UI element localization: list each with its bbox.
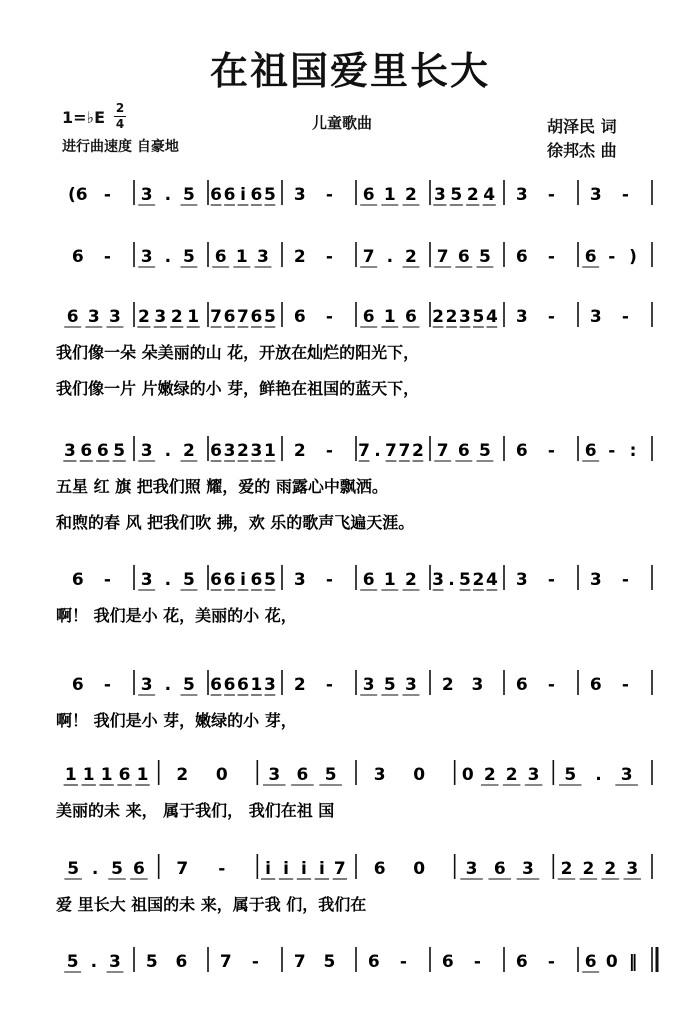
note-digit: 5 xyxy=(263,185,276,205)
note-digit: 6 xyxy=(515,952,528,972)
lyric-line: 爱 里长大 祖国的未 来，属于我 们，我们在 xyxy=(56,895,367,914)
note-digit: i xyxy=(240,570,246,590)
note-digit: . xyxy=(164,185,172,205)
note-digit: - xyxy=(621,307,629,327)
note-digit: 7 xyxy=(237,307,249,327)
note-digit: 3 xyxy=(589,307,602,327)
note-digit: 5 xyxy=(564,765,577,785)
note-digit: 6 xyxy=(589,675,602,695)
note-digit: - xyxy=(251,952,259,972)
note-digit: 2 xyxy=(445,307,458,327)
note-digit: ) xyxy=(629,247,637,267)
note-digit: 7 xyxy=(176,859,189,879)
note-digit: 2 xyxy=(432,307,444,327)
note-digit: 7 xyxy=(358,441,370,461)
note-digit: 6 xyxy=(66,307,79,327)
note-digit: 6 xyxy=(457,441,470,461)
note-digit: 2 xyxy=(176,765,189,785)
note-digit: 3 xyxy=(405,675,417,695)
note-digit: 5 xyxy=(67,859,80,879)
note-digit: 3 xyxy=(223,441,236,461)
note-digit: 3 xyxy=(268,765,281,785)
note-digit: 1 xyxy=(250,675,263,695)
note-digit: 3 xyxy=(250,441,263,461)
key-signature: 1=♭E xyxy=(62,108,106,127)
note-digit: : xyxy=(629,441,637,461)
note-digit: 5 xyxy=(183,675,195,695)
note-digit: 5 xyxy=(183,247,195,267)
tempo-marking: 进行曲速度 自豪地 xyxy=(62,139,179,155)
note-digit: 5 xyxy=(111,859,123,879)
note-digit: 1 xyxy=(100,765,113,785)
note-digit: 6 xyxy=(210,675,222,695)
note-digit: 1 xyxy=(383,307,396,327)
note-digit: 3 xyxy=(293,185,306,205)
note-digit: 6 xyxy=(515,675,528,695)
note-digit: 6 xyxy=(71,247,84,267)
note-digit: 2 xyxy=(604,859,617,879)
genre-subtitle: 儿童歌曲 xyxy=(312,114,373,132)
lyric-line: 我们像一朵 朵美丽的山 花，开放在灿烂的阳光下， xyxy=(56,343,420,362)
note-digit: 7 xyxy=(333,859,346,879)
note-digit: . xyxy=(448,570,455,590)
note-digit: 5 xyxy=(113,441,126,461)
note-digit: 7 xyxy=(385,441,397,461)
note-digit: 3 xyxy=(140,570,153,590)
note-digit: 5 xyxy=(479,247,491,267)
note-digit: 0 xyxy=(605,952,618,972)
note-digit: 2 xyxy=(466,185,479,205)
note-digit: 7 xyxy=(362,247,375,267)
note-digit: 3 xyxy=(109,952,121,972)
note-digit: 7 xyxy=(219,952,232,972)
note-digit: 4 xyxy=(483,185,496,205)
note-digit: 3 xyxy=(109,307,121,327)
note-digit: . xyxy=(164,247,172,267)
note-digit: 3 xyxy=(432,570,444,590)
lyric-line: 我们像一片 片嫩绿的小 芽，鲜艳在祖国的蓝天下， xyxy=(56,379,420,398)
note-digit: 6 xyxy=(362,307,375,327)
note-digit: - xyxy=(547,307,555,327)
note-digit: 6 xyxy=(584,952,597,972)
note-digit: 5 xyxy=(323,952,336,972)
note-digit: 6 xyxy=(515,441,528,461)
note-digit: i xyxy=(301,859,307,879)
note-digit: - xyxy=(621,675,629,695)
note-digit: 6 xyxy=(71,570,84,590)
note-digit: 2 xyxy=(183,441,195,461)
note-digit: 6 xyxy=(441,952,454,972)
note-digit: 3 xyxy=(293,570,306,590)
note-digit: . xyxy=(386,247,394,267)
note-digit: . xyxy=(164,441,172,461)
note-digit: 3 xyxy=(140,675,153,695)
note-digit: 5 xyxy=(472,307,485,327)
note-digit: 0 xyxy=(215,765,228,785)
note-digit: 5 xyxy=(324,765,337,785)
note-digit: 6 xyxy=(133,859,145,879)
note-digit: 3 xyxy=(154,307,167,327)
note-digit: 6 xyxy=(250,307,263,327)
note-digit: . xyxy=(374,441,381,461)
note-digit: . xyxy=(91,859,99,879)
note-digit: 5 xyxy=(263,307,276,327)
note-digit: 6 xyxy=(515,247,528,267)
note-digit: - xyxy=(399,952,407,972)
note-digit: 6 xyxy=(214,247,227,267)
note-digit: 7 xyxy=(436,441,449,461)
lyric-line: 和煦的春 风 把我们吹 拂，欢 乐的歌声飞遍天涯。 xyxy=(56,513,415,532)
note-digit: 7 xyxy=(210,307,222,327)
note-digit: - xyxy=(608,441,616,461)
composer-credit: 徐邦杰 曲 xyxy=(547,141,617,160)
note-digit: 4 xyxy=(485,570,498,590)
note-digit: 2 xyxy=(293,247,306,267)
note-digit: 2 xyxy=(411,441,424,461)
note-digit: - xyxy=(325,570,333,590)
note-digit: 3 xyxy=(465,859,478,879)
note-digit: 2 xyxy=(483,765,496,785)
note-digit: - xyxy=(621,570,629,590)
note-digit: 3 xyxy=(140,441,153,461)
note-digit: - xyxy=(325,185,333,205)
note-digit: 1 xyxy=(136,765,149,785)
note-digit: 2 xyxy=(237,441,249,461)
note-digit: 7 xyxy=(293,952,306,972)
note-digit: 2 xyxy=(137,307,150,327)
note-digit: 6 xyxy=(223,185,236,205)
note-digit: 2 xyxy=(405,185,417,205)
note-digit: (6 xyxy=(67,185,88,205)
time-denominator: 4 xyxy=(115,117,125,131)
note-digit: i xyxy=(283,859,289,879)
note-digit: 3 xyxy=(63,441,76,461)
note-digit: i xyxy=(319,859,325,879)
note-digit: 2 xyxy=(293,675,306,695)
note-digit: 2 xyxy=(505,765,518,785)
note-digit: i xyxy=(240,185,246,205)
note-digit: . xyxy=(164,570,172,590)
note-digit: 6 xyxy=(362,570,375,590)
note-digit: 3 xyxy=(515,570,528,590)
note-digit: 3 xyxy=(87,307,100,327)
note-digit: 6 xyxy=(493,859,506,879)
lyricist-credit: 胡泽民 词 xyxy=(547,117,617,136)
note-digit: 1 xyxy=(187,307,200,327)
note-digit: 0 xyxy=(461,765,474,785)
note-digit: 3 xyxy=(471,675,484,695)
note-digit: 3 xyxy=(140,185,153,205)
note-digit: 3 xyxy=(589,185,602,205)
note-digit: 3 xyxy=(362,675,375,695)
note-digit: 6 xyxy=(237,675,249,695)
note-digit: - xyxy=(547,185,555,205)
note-digit: 6 xyxy=(584,441,597,461)
note-digit: 5 xyxy=(263,570,276,590)
note-digit: - xyxy=(547,675,555,695)
note-digit: 3 xyxy=(433,185,446,205)
note-digit: 6 xyxy=(373,859,386,879)
note-digit: 1 xyxy=(235,247,248,267)
note-digit: 6 xyxy=(293,307,306,327)
time-numerator: 2 xyxy=(115,101,125,115)
note-digit: - xyxy=(608,247,616,267)
note-digit: - xyxy=(103,185,111,205)
note-digit: 3 xyxy=(515,185,528,205)
lyric-line: 啊！ 我们是小 芽，嫩绿的小 芽， xyxy=(56,711,297,730)
note-digit: . xyxy=(595,765,602,785)
note-digit: 6 xyxy=(71,675,84,695)
note-digit: 5 xyxy=(145,952,158,972)
lyric-line: 啊！ 我们是小 花，美丽的小 花， xyxy=(56,606,297,625)
note-digit: 6 xyxy=(118,765,131,785)
note-digit: 6 xyxy=(175,952,188,972)
note-digit: 2 xyxy=(405,247,417,267)
note-digit: . xyxy=(164,675,172,695)
note-digit: 6 xyxy=(362,185,375,205)
note-digit: 2 xyxy=(405,570,417,590)
note-digit: - xyxy=(103,675,111,695)
note-digit: - xyxy=(325,247,333,267)
note-digit: 3 xyxy=(263,675,276,695)
note-digit: 6 xyxy=(584,247,597,267)
note-digit: 1 xyxy=(82,765,95,785)
note-digit: 3 xyxy=(257,247,269,267)
note-digit: 2 xyxy=(472,570,485,590)
note-digit: 0 xyxy=(413,765,426,785)
note-digit: 5 xyxy=(479,441,491,461)
note-digit: 3 xyxy=(515,307,528,327)
note-digit: 6 xyxy=(96,441,109,461)
note-digit: 6 xyxy=(405,307,417,327)
lyric-line: 五星 红 旗 把我们照 耀，爱的 雨露心中飘洒。 xyxy=(56,477,388,496)
note-digit: 6 xyxy=(80,441,93,461)
note-digit: 6 xyxy=(250,570,263,590)
note-digit: 6 xyxy=(367,952,380,972)
note-digit: 1 xyxy=(64,765,77,785)
note-digit: 3 xyxy=(522,859,534,879)
note-digit: 2 xyxy=(441,675,454,695)
note-digit: - xyxy=(103,247,111,267)
note-digit: 1 xyxy=(383,570,396,590)
note-digit: ‖ xyxy=(628,952,638,972)
note-digit: 3 xyxy=(527,765,540,785)
note-digit: 6 xyxy=(296,765,309,785)
note-digit: 6 xyxy=(250,185,263,205)
note-digit: 6 xyxy=(223,307,236,327)
note-digit: - xyxy=(547,247,555,267)
note-digit: 2 xyxy=(582,859,595,879)
note-digit: - xyxy=(547,570,555,590)
note-digit: - xyxy=(325,441,333,461)
note-digit: - xyxy=(473,952,481,972)
note-digit: 6 xyxy=(223,570,236,590)
note-digit: 6 xyxy=(210,441,222,461)
note-digit: 3 xyxy=(620,765,633,785)
note-digit: 6 xyxy=(223,675,236,695)
note-digit: 7 xyxy=(398,441,411,461)
note-digit: - xyxy=(547,952,555,972)
note-digit: 2 xyxy=(560,859,573,879)
lyric-line: 美丽的未 来， 属于我们， 我们在祖 国 xyxy=(56,801,335,820)
note-digit: 1 xyxy=(383,185,396,205)
note-digit: - xyxy=(218,859,226,879)
note-digit: 3 xyxy=(589,570,602,590)
note-digit: 6 xyxy=(457,247,470,267)
note-digit: - xyxy=(325,307,333,327)
note-digit: 4 xyxy=(485,307,498,327)
note-digit: - xyxy=(103,570,111,590)
note-digit: 3 xyxy=(459,307,471,327)
note-digit: 2 xyxy=(293,441,306,461)
note-digit: i xyxy=(265,859,272,879)
note-digit: 5 xyxy=(383,675,396,695)
note-digit: 3 xyxy=(373,765,386,785)
note-digit: 5 xyxy=(183,185,195,205)
note-digit: 2 xyxy=(170,307,183,327)
note-digit: - xyxy=(547,441,555,461)
note-digit: 1 xyxy=(263,441,276,461)
note-digit: 5 xyxy=(459,570,471,590)
song-title: 在祖国爱里长大 xyxy=(209,49,490,93)
note-digit: 7 xyxy=(436,247,449,267)
note-digit: - xyxy=(621,185,629,205)
note-digit: 5 xyxy=(66,952,79,972)
note-digit: 3 xyxy=(626,859,639,879)
note-digit: 0 xyxy=(413,859,426,879)
note-digit: - xyxy=(325,675,333,695)
note-digit: 6 xyxy=(210,185,222,205)
note-digit: 5 xyxy=(183,570,195,590)
note-digit: 3 xyxy=(140,247,153,267)
note-digit: . xyxy=(90,952,98,972)
note-digit: 6 xyxy=(210,570,222,590)
note-digit: 5 xyxy=(450,185,463,205)
